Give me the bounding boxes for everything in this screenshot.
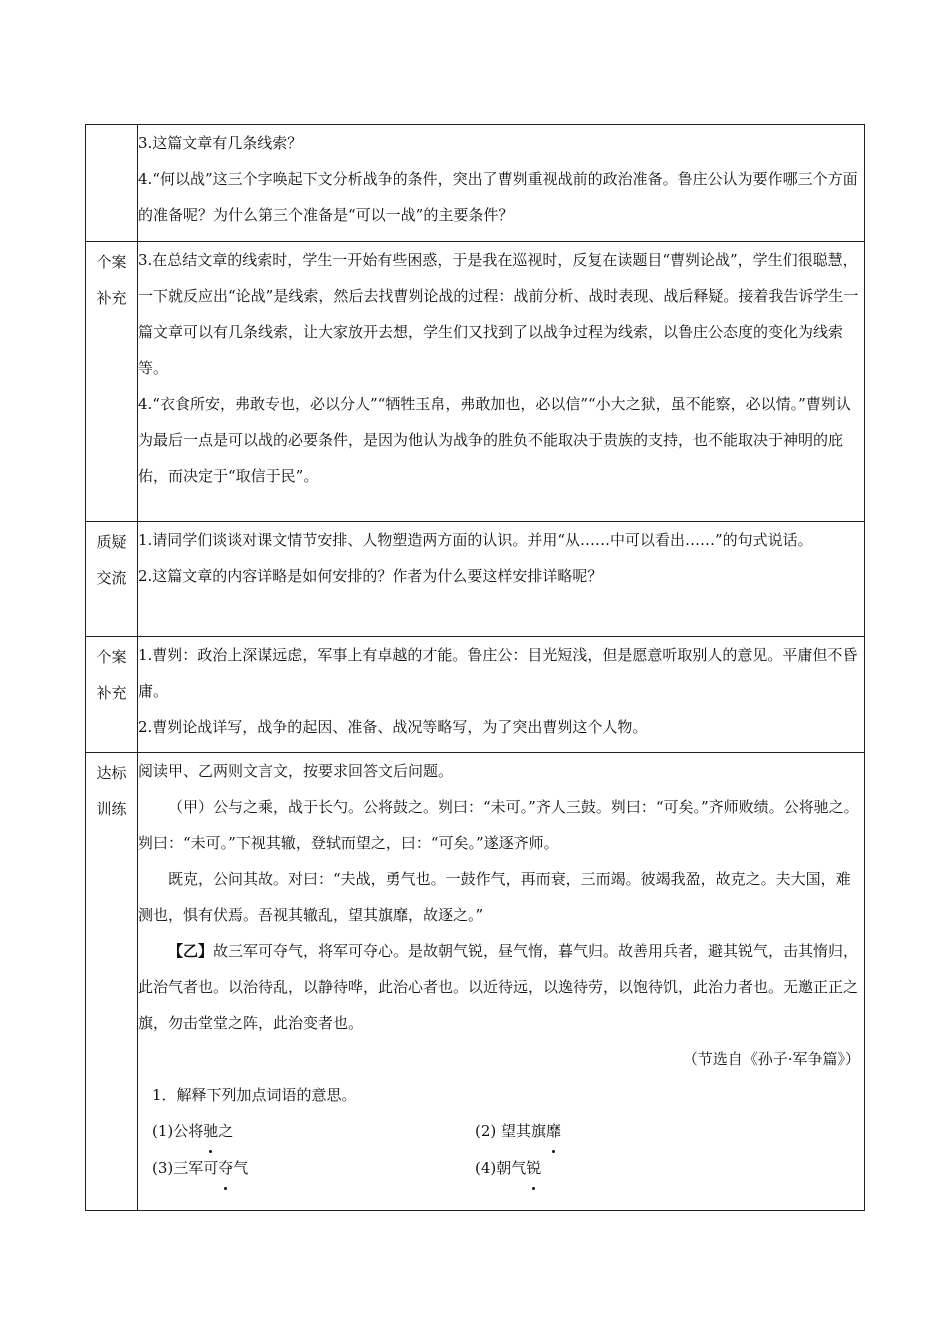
dotted-word: 靡 xyxy=(546,1113,561,1150)
row-label-text: 达标训练 xyxy=(96,764,127,818)
answer-line: 3.在总结文章的线索时，学生一开始有些困惑，于是我在巡视时，反复在读题目“曹刿论战”，学生们很聪慧，一下就反应出“论战”是线索，然后去找曹刿论战的过程：战前分析、战时表现、战后释疑。接着我告诉学生一篇文章可以有几条线索，让大家放开去想，学生们又找到了以战争过程为线索，以鲁庄公态度的变化为线索等。 xyxy=(138,251,859,377)
table-row xyxy=(86,637,865,753)
passage-yi-text: 故三军可夺气，将军可夺心。是故朝气锐，昼气惰，暮气归。故善用兵者，避其锐气，击其惰归，此治气者也。以治待乱，以静待哗，此治心者也。以近待远，以逸待劳，以饱待饥，此治力者也。无邀正正之旗，勿击堂堂之阵，此治变者也。 xyxy=(138,942,859,1032)
answer-line: 2.曹刿论战详写，战争的起因、准备、战况等略写，为了突出曹刿这个人物。 xyxy=(138,718,648,736)
table-row xyxy=(86,753,865,1211)
passage-yi-marker: 【乙】 xyxy=(168,942,214,960)
answer-line: 4.“衣食所安，弗敢专也，必以分人”“牺牲玉帛，弗敢加也，必以信”“小大之狱，虽不能察，必以情。”曹刿认为最后一点是可以战的必要条件，是因为他认为战争的胜负不能取决于贵族的支持，也不能取决于神明的庇佑，而决定于“取信于民”。 xyxy=(138,395,851,485)
question-line: 1.请同学们谈谈对课文情节安排、人物塑造两方面的认识。并用“从……中可以看出……”的句式说话。 xyxy=(138,531,813,549)
row-content xyxy=(138,637,865,753)
exercise-item: (3)三军可夺气 xyxy=(152,1150,475,1187)
row-label xyxy=(86,522,138,637)
table-row xyxy=(86,522,865,637)
exercise-item: (4)朝气锐 xyxy=(475,1150,864,1187)
row-label-text: 个案补充 xyxy=(96,648,127,702)
dotted-word: 夺 xyxy=(218,1150,233,1187)
dotted-word: 驰 xyxy=(203,1113,218,1150)
row-content xyxy=(138,125,865,242)
exercise-question: 1．解释下列加点词语的意思。 xyxy=(152,1086,357,1104)
dotted-word: 锐 xyxy=(526,1150,541,1187)
row-content xyxy=(138,753,865,1211)
passage-jia-paragraph: 既克，公问其故。对曰：“夫战，勇气也。一鼓作气，再而衰，三而竭。彼竭我盈，故克之。夫大国，难测也，惧有伏焉。吾视其辙乱，望其旗靡，故逐之。” xyxy=(138,870,851,924)
row-label xyxy=(86,125,138,242)
question-line: 3.这篇文章有几条线索？ xyxy=(138,134,303,152)
exercise-items xyxy=(138,1113,864,1187)
row-label xyxy=(86,637,138,753)
lesson-table xyxy=(85,124,865,1211)
reading-intro: 阅读甲、乙两则文言文，按要求回答文后问题。 xyxy=(138,762,454,780)
row-label xyxy=(86,753,138,1211)
exercise-item: (2) 望其旗靡 xyxy=(475,1113,864,1150)
row-content xyxy=(138,522,865,637)
passage-jia-paragraph: （甲）公与之乘，战于长勺。公将鼓之。刿曰：“未可。”齐人三鼓。刿曰：“可矣。”齐师败绩。公将驰之。刿曰：“未可。”下视其辙，登轼而望之，曰：“可矣。”遂逐齐师。 xyxy=(138,798,859,852)
answer-line: 1.曹刿：政治上深谋远虑，军事上有卓越的才能。鲁庄公：目光短浅，但是愿意听取别人的意见。平庸但不昏庸。 xyxy=(138,646,858,700)
row-label-text: 个案补充 xyxy=(96,253,127,307)
passage-source: （节选自《孙子·军争篇》） xyxy=(682,1050,860,1068)
passage-yi-paragraph xyxy=(138,933,864,1041)
row-label-text: 质疑交流 xyxy=(96,533,127,587)
row-content xyxy=(138,242,865,522)
table-row xyxy=(86,125,865,242)
question-line: 2.这篇文章的内容详略是如何安排的？作者为什么要这样安排详略呢？ xyxy=(138,567,603,585)
row-label xyxy=(86,242,138,522)
table-row xyxy=(86,242,865,522)
exercise-item: (1)公将驰之 xyxy=(152,1113,475,1150)
question-line: 4.“何以战”这三个字唤起下文分析战争的条件，突出了曹刿重视战前的政治准备。鲁庄公认为要作哪三个方面的准备呢？为什么第三个准备是“可以一战”的主要条件？ xyxy=(138,170,858,224)
